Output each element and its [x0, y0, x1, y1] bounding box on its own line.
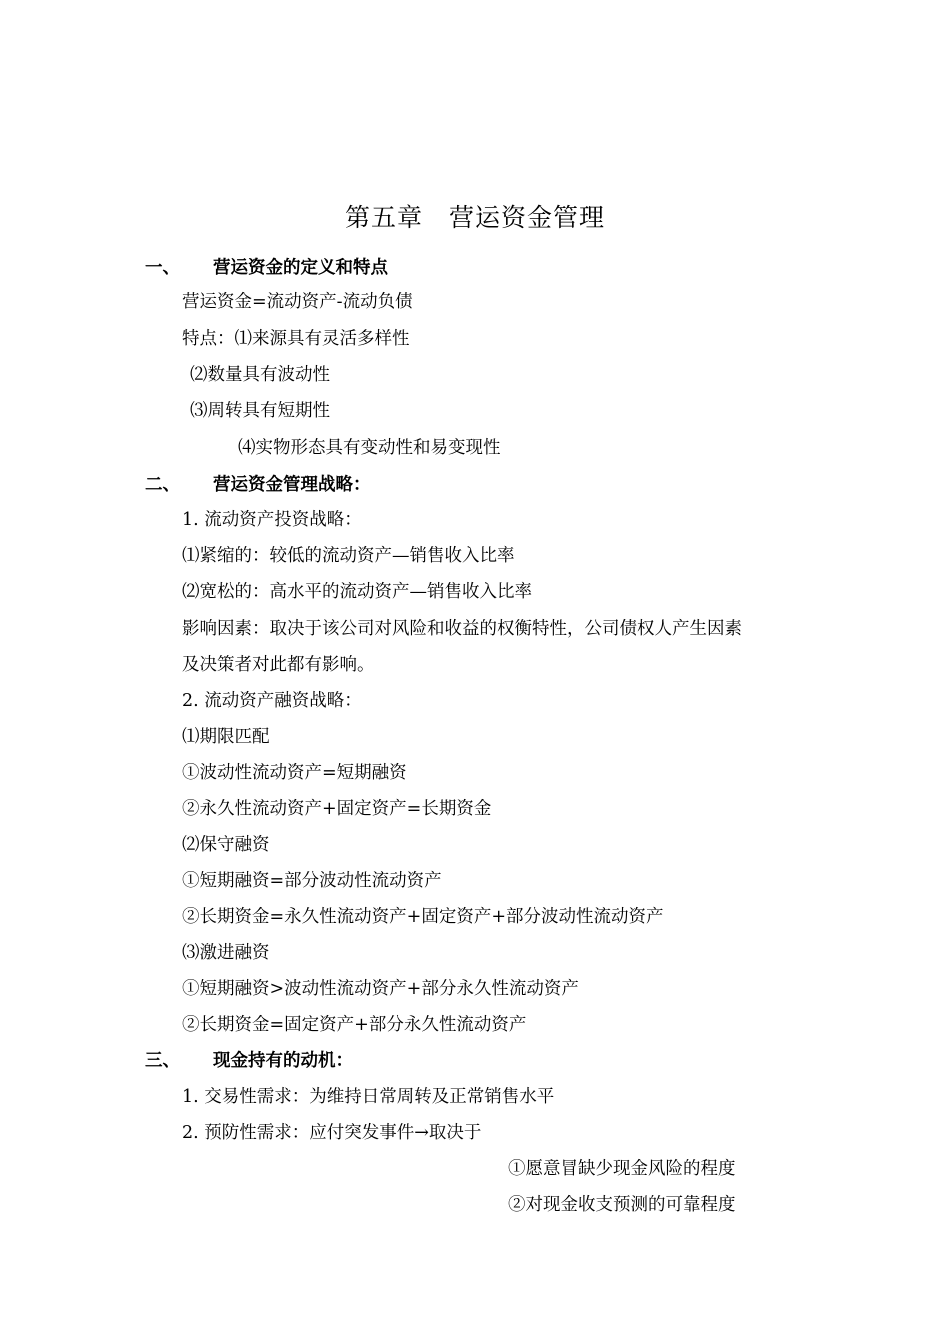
- investment-strategy-loose: ⑵宽松的：高水平的流动资产—销售收入比率: [182, 582, 532, 602]
- conservative-financing-item-1: ①短期融资=部分波动性流动资产: [182, 871, 442, 891]
- investment-strategy-tight: ⑴紧缩的：较低的流动资产—销售收入比率: [182, 546, 515, 566]
- aggressive-financing: ⑶激进融资: [182, 943, 270, 963]
- section-2-number: 二、: [145, 475, 180, 495]
- working-capital-definition: 营运资金=流动资产-流动负债: [182, 292, 413, 312]
- maturity-matching-item-1: ①波动性流动资产=短期融资: [182, 763, 407, 783]
- influence-factors: 影响因素：取决于该公司对风险和收益的权衡特性，公司债权人产生因素: [182, 619, 742, 639]
- financing-strategy-heading: 2. 流动资产融资战略：: [182, 691, 362, 711]
- maturity-matching: ⑴期限匹配: [182, 727, 270, 747]
- feature-4: ⑷实物形态具有变动性和易变现性: [238, 438, 501, 458]
- aggressive-financing-item-2: ②长期资金=固定资产+部分永久性流动资产: [182, 1015, 527, 1035]
- section-3-title: 现金持有的动机：: [213, 1051, 353, 1071]
- chapter-title: 第五章 营运资金管理: [344, 203, 605, 232]
- section-1-title: 营运资金的定义和特点: [213, 258, 388, 278]
- maturity-matching-item-2: ②永久性流动资产+固定资产=长期资金: [182, 799, 492, 819]
- investment-strategy-heading: 1. 流动资产投资战略：: [182, 510, 362, 530]
- feature-1: 特点：⑴来源具有灵活多样性: [182, 329, 410, 349]
- transaction-motive: 1. 交易性需求：为维持日常周转及正常销售水平: [182, 1087, 555, 1107]
- conservative-financing: ⑵保守融资: [182, 835, 270, 855]
- precautionary-factor-2: ②对现金收支预测的可靠程度: [508, 1195, 736, 1215]
- section-3-heading: [145, 1049, 353, 1073]
- section-3-number: 三、: [145, 1051, 180, 1071]
- aggressive-financing-item-1: ①短期融资>波动性流动资产+部分永久性流动资产: [182, 979, 579, 999]
- feature-2: ⑵数量具有波动性: [190, 365, 330, 385]
- feature-3: ⑶周转具有短期性: [190, 401, 330, 421]
- precautionary-motive: 2. 预防性需求：应付突发事件→取决于: [182, 1123, 482, 1143]
- conservative-financing-item-2: ②长期资金=永久性流动资产+固定资产+部分波动性流动资产: [182, 907, 664, 927]
- section-2-heading: [145, 473, 371, 497]
- section-1-heading: [145, 256, 388, 280]
- section-1-number: 一、: [145, 258, 180, 278]
- precautionary-factor-1: ①愿意冒缺少现金风险的程度: [508, 1159, 736, 1179]
- influence-factors-cont: 及决策者对此都有影响。: [182, 655, 375, 675]
- section-2-title: 营运资金管理战略：: [213, 475, 371, 495]
